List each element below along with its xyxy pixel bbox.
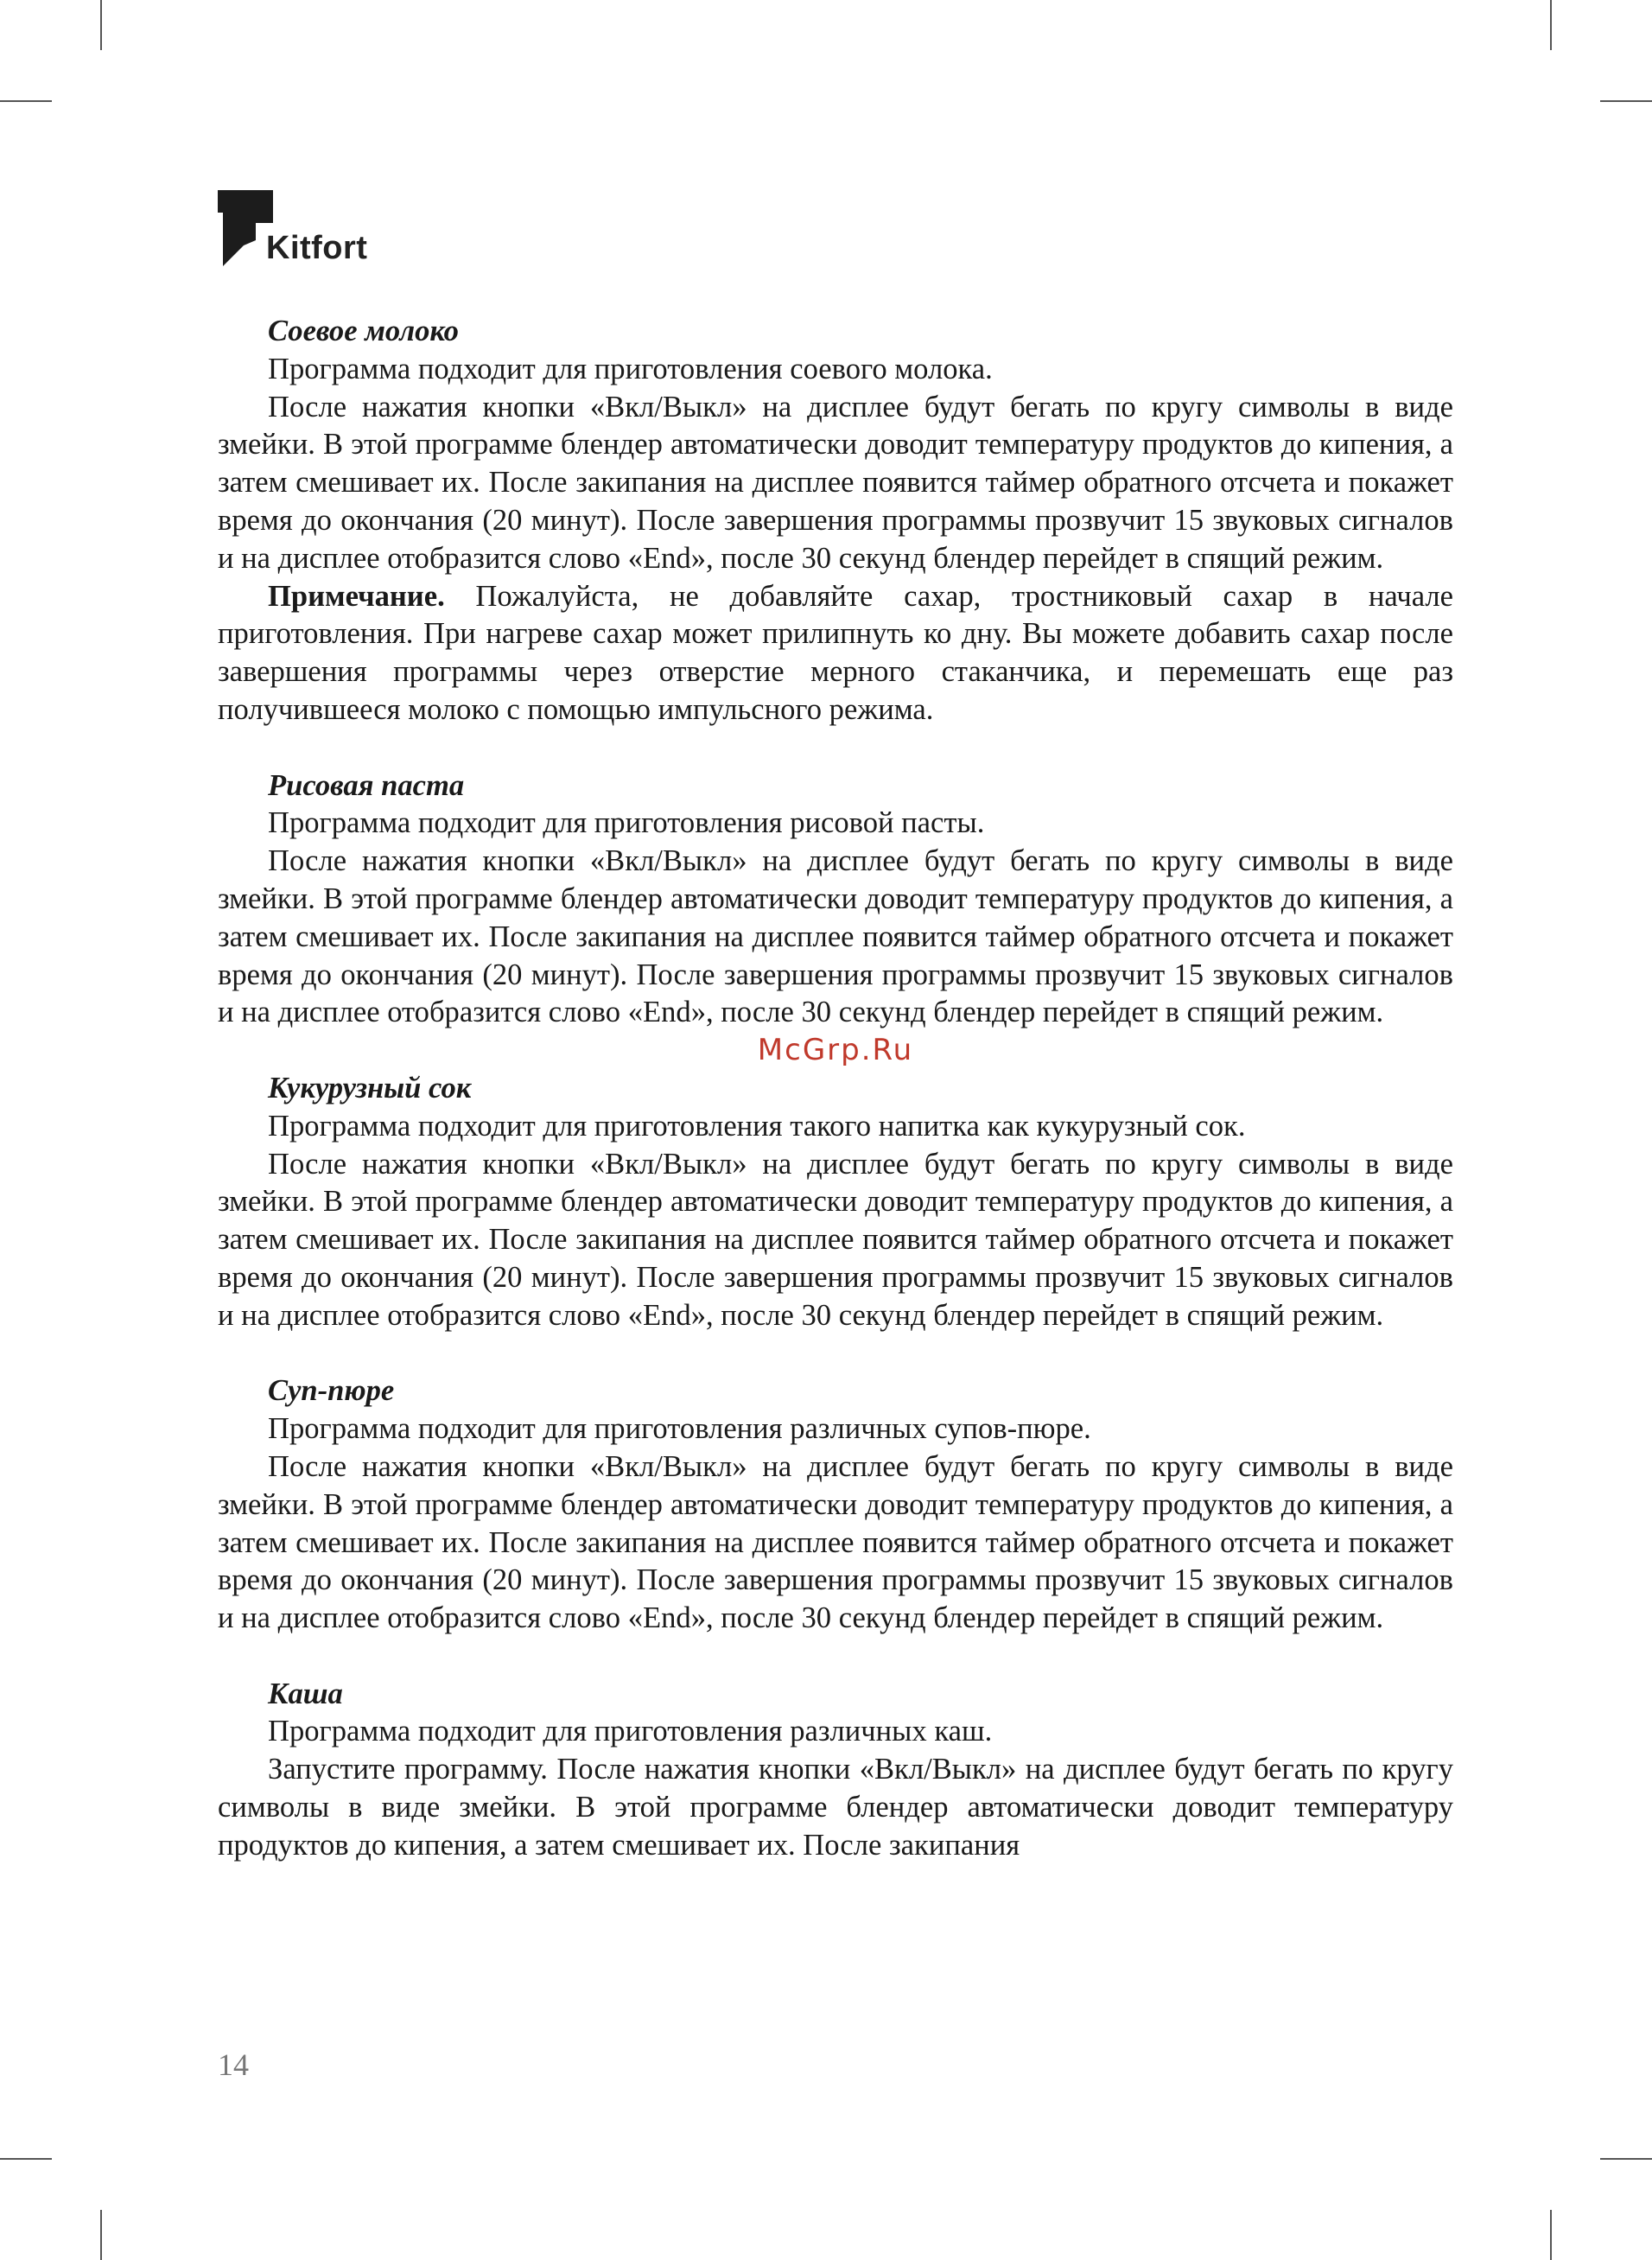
section-paragraph: После нажатия кнопки «Вкл/Выкл» на дисплее будут бегать по кругу символы в виде змейки. В этой программе блендер автоматически доводит температуру продуктов до кипения, а затем смешивает их. После закипания на дисплее появится таймер обратного отсчета и покажет время до окончания (20 минут). После завершения программы прозвучит 15 звуковых сигналов и на дисплее отобразится слово «End», после 30 секунд блендер перейдет в спящий режим.: [218, 1449, 1453, 1635]
section-paragraph: После нажатия кнопки «Вкл/Выкл» на дисплее будут бегать по кругу символы в виде змейки. В этой программе блендер автоматически доводит температуру продуктов до кипения, а затем смешивает их. После закипания на дисплее появится таймер обратного отсчета и покажет время до окончания (20 минут). После завершения программы прозвучит 15 звуковых сигналов и на дисплее отобразится слово «End», после 30 секунд блендер перейдет в спящий режим.: [218, 1147, 1453, 1332]
section-heading: Суп-пюре: [268, 1374, 395, 1408]
section-paragraph: После нажатия кнопки «Вкл/Выкл» на дисплее будут бегать по кругу символы в виде змейки. В этой программе блендер автоматически доводит температуру продуктов до кипения, а затем смешивает их. После закипания на дисплее появится таймер обратного отсчета и покажет время до окончания (20 минут). После завершения программы прозвучит 15 звуковых сигналов и на дисплее отобразится слово «End», после 30 секунд блендер перейдет в спящий режим.: [218, 390, 1453, 575]
page-number: 14: [218, 2047, 249, 2082]
brand-logo: [216, 188, 389, 275]
crop-mark-top-left: [100, 0, 102, 50]
section-heading: Кукурузный сок: [268, 1071, 472, 1105]
note-text: Пожалуйста, не добавляйте сахар, тростниковый сахар в начале приготовления. При нагреве сахар может прилипнуть ко дну. Вы можете добавить сахар после завершения программы через отверстие мерного стаканчика, и перемешать еще раз получившееся молоко с помощью импульсного режима.: [218, 579, 1453, 726]
crop-mark-left-top: [0, 100, 52, 102]
section-heading: Каша: [268, 1677, 343, 1710]
document-body: [218, 313, 1453, 1865]
section-heading: Соевое молоко: [268, 315, 459, 347]
section-heading: Рисовая паста: [268, 768, 465, 802]
section-paragraph: Программа подходит для приготовления соевого молока.: [268, 352, 993, 385]
section-soy-milk: [218, 313, 1453, 729]
note-paragraph: [218, 578, 1453, 729]
section-soup-puree: [218, 1372, 1453, 1638]
crop-mark-left-bottom: [0, 2158, 52, 2160]
section-paragraph: Программа подходит для приготовления рисовой пасты.: [268, 806, 985, 840]
note-label: Примечание.: [268, 579, 445, 613]
crop-mark-bottom-left: [100, 2210, 102, 2260]
section-paragraph: Запустите программу. После нажатия кнопки «Вкл/Выкл» на дисплее будут бегать по кругу символы в виде змейки. В этой программе блендер автоматически доводит температуру продуктов до кипения, а затем смешивает их. После закипания: [218, 1753, 1453, 1862]
crop-mark-right-top: [1600, 100, 1652, 102]
section-corn-juice: [218, 1070, 1453, 1335]
watermark: McGrp.Ru: [757, 1033, 914, 1068]
crop-mark-right-bottom: [1600, 2158, 1652, 2160]
section-paragraph: Программа подходит для приготовления такого напитка как кукурузный сок.: [268, 1109, 1246, 1143]
crop-mark-bottom-right: [1550, 2210, 1552, 2260]
section-paragraph: Программа подходит для приготовления различных супов-пюре.: [268, 1412, 1091, 1446]
section-paragraph: После нажатия кнопки «Вкл/Выкл» на дисплее будут бегать по кругу символы в виде змейки. В этой программе блендер автоматически доводит температуру продуктов до кипения, а затем смешивает их. После закипания на дисплее появится таймер обратного отсчета и покажет время до окончания (20 минут). После завершения программы прозвучит 15 звуковых сигналов и на дисплее отобразится слово «End», после 30 секунд блендер перейдет в спящий режим.: [218, 844, 1453, 1029]
crop-mark-top-right: [1550, 0, 1552, 50]
section-paragraph: Программа подходит для приготовления различных каш.: [268, 1715, 993, 1748]
section-porridge: [218, 1676, 1453, 1865]
section-rice-paste: [218, 767, 1453, 1033]
brand-name: Kitfort: [266, 230, 368, 266]
